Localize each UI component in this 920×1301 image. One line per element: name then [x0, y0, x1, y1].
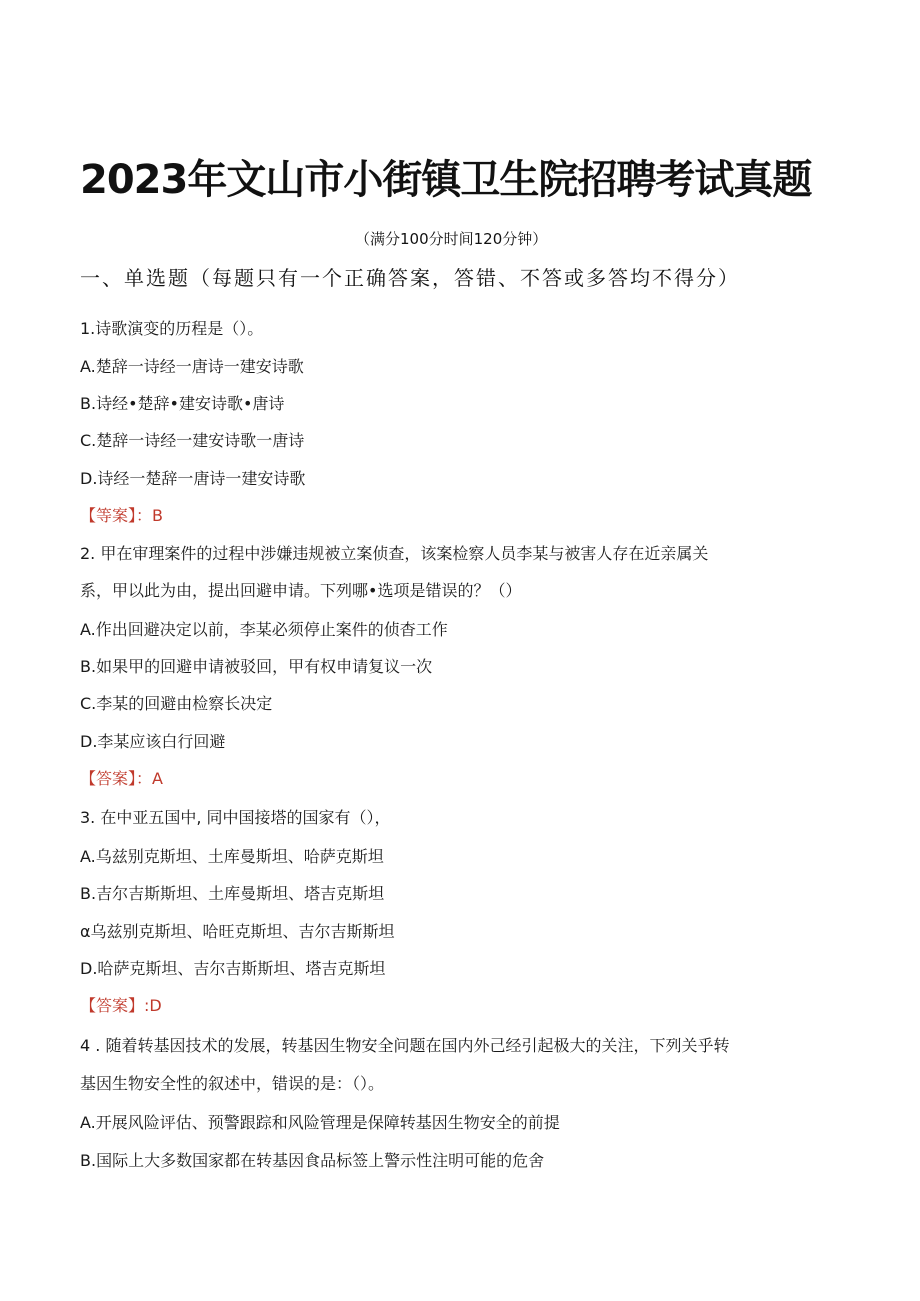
- question-2-stem-line-1: 2. 甲在审理案件的过程中涉嫌违规被立案侦查，该案检察人员李某与被害人存在近亲属关: [80, 544, 709, 563]
- question-4-stem-line-2: 基因生物安全性的叙述中，错误的是：（）。: [80, 1074, 385, 1093]
- question-2-option-b: B.如果甲的回避申请被驳回，甲有权申请复议一次: [80, 657, 433, 676]
- question-1-answer: 【等案】：B: [80, 506, 163, 525]
- question-1-option-b: B.诗经•楚辞•建安诗歌•唐诗: [80, 394, 285, 413]
- question-3-stem: 3. 在中亚五国中, 同中国接塔的国家有（），: [80, 808, 391, 827]
- question-1-option-a: A.楚辞一诗经一唐诗一建安诗歌: [80, 357, 304, 376]
- question-3-answer: 【答案】:D: [80, 996, 162, 1015]
- question-2-stem-line-2: 系，甲以此为由，提出回避申请。下列哪•选项是错误的？（）: [80, 581, 522, 600]
- document-subtitle: （满分100分时间120分钟）: [355, 230, 548, 248]
- question-1-option-d: D.诗经一楚辞一唐诗一建安诗歌: [80, 469, 306, 488]
- document-title: 2023年文山市小街镇卫生院招聘考试真题: [80, 157, 812, 203]
- question-2-option-d: D.李某应该白行回避: [80, 732, 226, 751]
- question-2-option-c: C.李某的回避由检察长决定: [80, 694, 273, 713]
- question-3-option-a: A.乌兹别克斯坦、土库曼斯坦、哈萨克斯坦: [80, 847, 384, 866]
- question-3-option-c: α乌兹别克斯坦、哈旺克斯坦、吉尔吉斯斯坦: [80, 922, 395, 941]
- question-3-option-d: D.哈萨克斯坦、吉尔吉斯斯坦、塔吉克斯坦: [80, 959, 386, 978]
- question-3-option-b: B.吉尔吉斯斯坦、土库曼斯坦、塔吉克斯坦: [80, 884, 385, 903]
- question-2-answer: 【答案】：A: [80, 769, 163, 788]
- question-2-option-a: A.作出回避决定以前，李某必须停止案件的侦杳工作: [80, 620, 448, 639]
- question-4-option-b: B.国际上大多数国家都在转基因食品标签上警示性注明可能的危舍: [80, 1151, 545, 1170]
- question-1-stem: 1.诗歌演变的历程是（）。: [80, 319, 264, 338]
- section-heading: 一、单选题（每题只有一个正确答案，答错、不答或多答均不得分）: [80, 266, 740, 290]
- question-4-option-a: A.开展风险评估、预警跟踪和风险管理是保障转基因生物安全的前提: [80, 1113, 560, 1132]
- question-1-option-c: C.楚辞一诗经一建安诗歌一唐诗: [80, 431, 305, 450]
- question-4-stem-line-1: 4 . 随着转基因技术的发展，转基因生物安全问题在国内外己经引起极大的关注，下列关乎转: [80, 1036, 730, 1055]
